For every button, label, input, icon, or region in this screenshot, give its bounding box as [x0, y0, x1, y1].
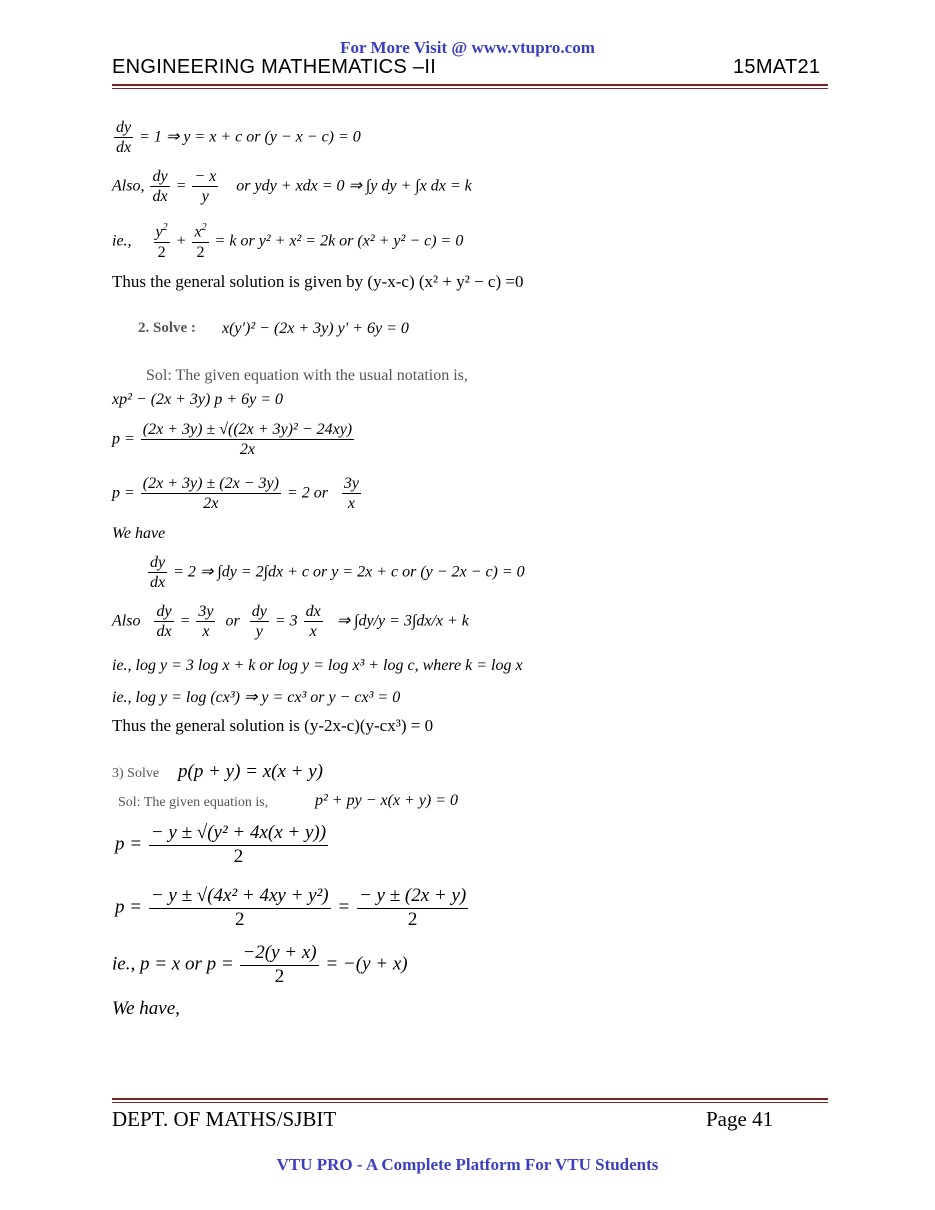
equation-also-2: Also $\frac{dy}{dx}$ = $\frac{3y}{x}$ or $\frac{dy}{y}$ = 3 $\frac{dx}{x}$ ⇒ ∫dy/y = 3∫dx/x + k	[112, 603, 469, 641]
we-have-label: We have	[112, 525, 166, 542]
header-rule-thin	[112, 88, 828, 89]
solution-3-equation: p² + py − x(x + y) = 0	[315, 792, 459, 809]
p-equation-1: p = $\frac{\text{(2x + 3y) ± √((2x + 3y)² − 24xy)}}{2x}$	[112, 421, 353, 459]
header-course-code: 15MAT21	[733, 56, 821, 78]
header-rule	[112, 84, 828, 86]
equation-also-1: Also, $\frac{dy}{dx}$ = $\frac{- x}{y}$ or ydy + xdx = 0 ⇒ ∫y dy + ∫x dx = k	[112, 168, 472, 206]
question-2-equation: x(y′)² − (2x + 3y) y′ + 6y = 0	[222, 320, 409, 337]
solution-2-intro: Sol: The given equation with the usual notation is,	[146, 367, 468, 384]
bottom-link[interactable]: VTU PRO - A Complete Platform For VTU Students	[276, 1155, 659, 1174]
solution-2-equation: xp² − (2x + 3y) p + 6y = 0	[112, 391, 284, 408]
header-title: ENGINEERING MATHEMATICS –II	[112, 56, 437, 78]
footer-dept: DEPT. OF MATHS/SJBIT	[112, 1107, 337, 1131]
p-equation-4: p = $\frac{\text{− y ± √(4x² + 4xy + y²)}}{2}$ = $\frac{- y \pm (2x + y)}{2}$	[115, 885, 467, 930]
equation-dy-dx-1: $\frac{dy}{dx}$ = 1 ⇒ y = x + c or (y − x − c) = 0	[116, 119, 361, 157]
footer-rule-thin	[112, 1102, 828, 1103]
question-3-equation: p(p + y) = x(x + y)	[178, 761, 324, 782]
p-equation-3: p = $\frac{\text{− y ± √(y² + 4x(x + y))}}{2}$	[115, 822, 327, 867]
footer-page-number: Page 41	[706, 1107, 774, 1131]
equation-ie-4: ie., p = x or p = $\frac{-2(y + x)}{2}$ = −(y + x)	[112, 942, 408, 987]
equation-ie-1: ie., $\frac{y^2}{2}$ + $\frac{x^2}{2}$ = k or y² + x² = 2k or (x² + y² − c) = 0	[112, 222, 464, 261]
general-solution-2: Thus the general solution is (y-2x-c)(y-cx³) = 0	[112, 716, 434, 735]
equation-dy-dx-2: $\frac{dy}{dx}$ = 2 ⇒ ∫dy = 2∫dx + c or y = 2x + c or (y − 2x − c) = 0	[150, 554, 525, 592]
question-3-label: 3) Solve	[112, 766, 160, 781]
footer-rule	[112, 1098, 828, 1100]
solution-3-label: Sol: The given equation is,	[118, 795, 269, 810]
we-have-label-2: We have,	[112, 998, 180, 1019]
general-solution-1: Thus the general solution is given by (y-x-c) (x² + y² − c) =0	[112, 272, 524, 291]
equation-ie-2: ie., log y = 3 log x + k or log y = log x³ + log c, where k = log x	[112, 657, 523, 674]
top-link[interactable]: For More Visit @ www.vtupro.com	[340, 38, 595, 57]
equation-ie-3: ie., log y = log (cx³) ⇒ y = cx³ or y − cx³ = 0	[112, 689, 401, 706]
question-2-label: 2. Solve :	[138, 320, 196, 336]
p-equation-2: p = $\frac{(2x + 3y) \pm (2x - 3y)}{2x}$ = 2 or $\frac{3y}{x}$	[112, 475, 360, 513]
